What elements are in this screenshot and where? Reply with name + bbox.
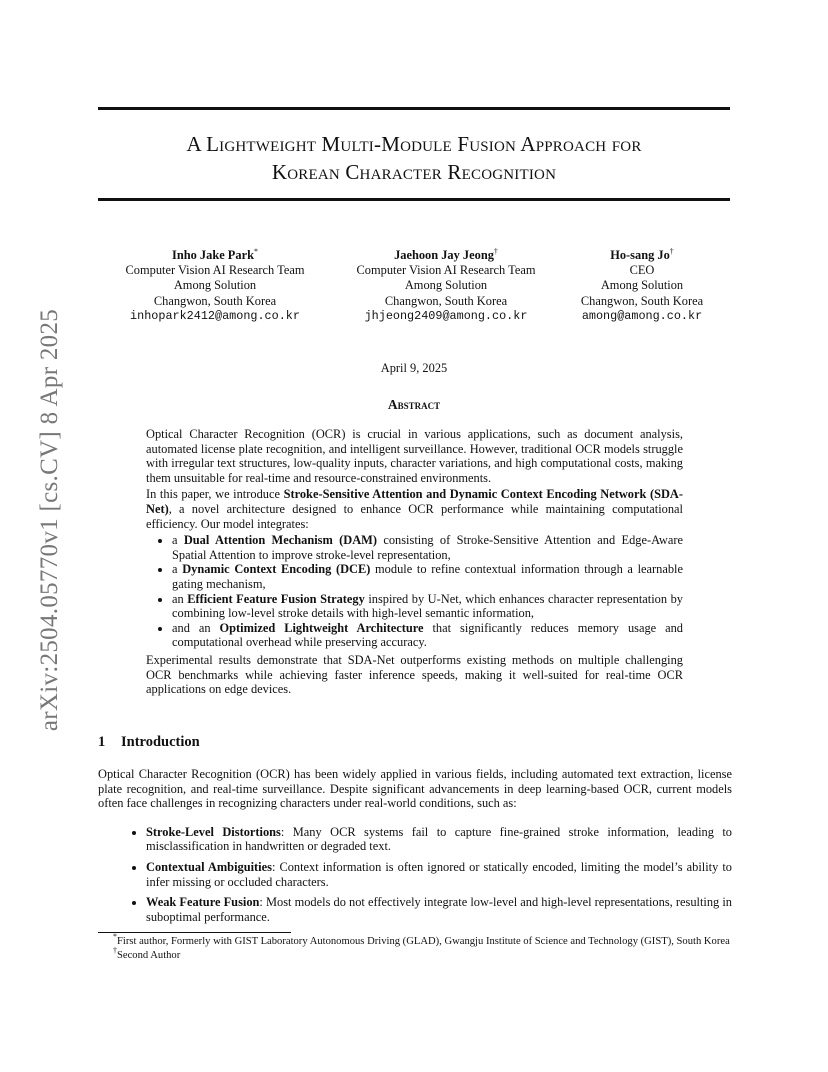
section-heading-introduction [98,734,200,751]
footnotes [98,932,732,962]
title-top-rule [98,107,730,110]
author-mark: † [669,247,674,256]
list-item [146,860,732,889]
author-name: Jaehoon Jay Jeong [394,248,494,262]
bold-term: Efficient Feature Fusion Strategy [187,591,365,606]
model-name-bold: Stroke-Sensitive Attention and Dynamic Context Encoding Network (SDA-Net) [146,487,683,516]
author-location: Changwon, South Korea [153,293,277,308]
footnote-mark: † [113,945,117,955]
footnote-text: First author, Formerly with GIST Laboratory Autonomous Driving (GLAD), Gwangju Institute of Science and Technology (GIST), South Korea [117,936,730,947]
paper-date: April 9, 2025 [380,361,448,375]
section-number: 1 [98,734,106,750]
footnote-text: Second Author [117,949,181,961]
author-affiliation: CEO [629,263,655,278]
bold-term: Optimized Lightweight Architecture [219,620,424,635]
bold-term: Dual Attention Mechanism (DAM) [183,533,377,548]
text-span: and an [172,620,220,635]
author-email[interactable]: inhopark2412@among.co.kr [130,308,300,323]
abstract-heading: Abstract [387,397,441,412]
text-span: an [172,591,188,606]
author-location: Changwon, South Korea [580,293,704,308]
author-name: Ho-sang Jo [610,248,670,262]
intro-challenge-list [98,825,732,925]
text-span: module to refine contextual information through a learnable gating mechanism, [172,562,684,591]
author-name: Inho Jake Park [172,248,254,262]
bold-term: Weak Feature Fusion [146,895,260,910]
list-item [146,825,732,854]
arxiv-side-stamp: arXiv:2504.05770v1 [cs.CV] 8 Apr 2025 [36,308,63,732]
author-email[interactable]: jhjeong2409@among.co.kr [364,308,528,323]
introduction-body [98,767,732,930]
author-block-2 [330,248,562,324]
author-block-1 [98,248,332,324]
abstract-paragraph-3: Experimental results demonstrate that SDA-Net outperforms existing methods on multiple challenging OCR benchmarks while achieving faster inference speeds, making it well-suited for real-time OCR applications on edge devices. [146,652,683,697]
bold-term: Dynamic Context Encoding (DCE) [182,562,371,577]
text-span: that significantly reduces memory usage and computational overhead while preserving accuracy. [172,620,684,650]
list-item [172,621,683,650]
list-item [146,895,732,924]
abstract-paragraph-1: Optical Character Recognition (OCR) is crucial in various applications, such as document analysis, automated license plate recognition, and intelligent surveillance. However, traditional OCR models struggle with irregular text structures, low-quality inputs, character variations, and high computational costs, making them unsuitable for real-time and resource-constrained environments. [146,427,683,485]
list-item [172,533,683,562]
text-span: consisting of Stroke-Sensitive Attention and Edge-Aware Spatial Attention to improve stroke-level representation, [172,533,683,562]
author-org: Among Solution [173,278,257,293]
paper-title [98,130,730,186]
footnote-mark: * [113,932,117,941]
bold-term: Contextual Ambiguities [146,859,272,874]
footnote-1 [98,932,732,949]
abstract-body [146,427,683,699]
text-span: : Many OCR systems fail to capture fine-grained stroke information, leading to misclassification in handwritten or degraded text. [146,824,733,854]
title-line-1: A Lightweight Multi-Module Fusion Approach for [186,132,642,156]
title-line-2: Korean Character Recognition [271,160,557,184]
text-span: a [172,562,183,577]
text-span: In this paper, we introduce [146,487,284,502]
footnote-2 [98,945,732,963]
author-mark: * [253,247,258,256]
author-email[interactable]: among@among.co.kr [581,308,703,323]
bold-term: Stroke-Level Distortions [146,824,281,839]
abstract-contribution-list [146,533,683,650]
section-title: Introduction [121,734,200,750]
intro-paragraph-1: Optical Character Recognition (OCR) has been widely applied in various fields, including automated text extraction, license plate recognition, and real-time surveillance. Despite significant advancements in deep learning-based OCR, current models often face challenges in recognizing characters under real-world conditions, such as: [98,767,732,811]
text-span: a [172,533,184,548]
author-org: Among Solution [600,278,684,293]
title-bottom-rule [98,198,730,201]
author-location: Changwon, South Korea [384,293,508,308]
list-item [172,592,683,621]
list-item [172,562,683,591]
text-span: : Most models do not effectively integrate low-level and high-level representations, resulting in suboptimal performance. [146,895,732,924]
text-span: inspired by U-Net, which enhances character representation by combining low-level stroke details with high-level semantic information, [172,591,683,621]
footnote-rule [98,932,291,933]
text-span: : Context information is often ignored or statically encoded, limiting the model’s ability to infer missing or occluded characters. [146,859,733,889]
author-affiliation: Computer Vision AI Research Team [125,263,305,278]
abstract-paragraph-2 [146,487,683,531]
author-block-3 [562,248,722,324]
text-span: , a novel architecture designed to enhance OCR performance while maintaining computational efficiency. Our model integrates: [146,501,683,531]
author-affiliation: Computer Vision AI Research Team [356,263,536,278]
author-mark: † [493,247,498,256]
author-org: Among Solution [404,278,488,293]
